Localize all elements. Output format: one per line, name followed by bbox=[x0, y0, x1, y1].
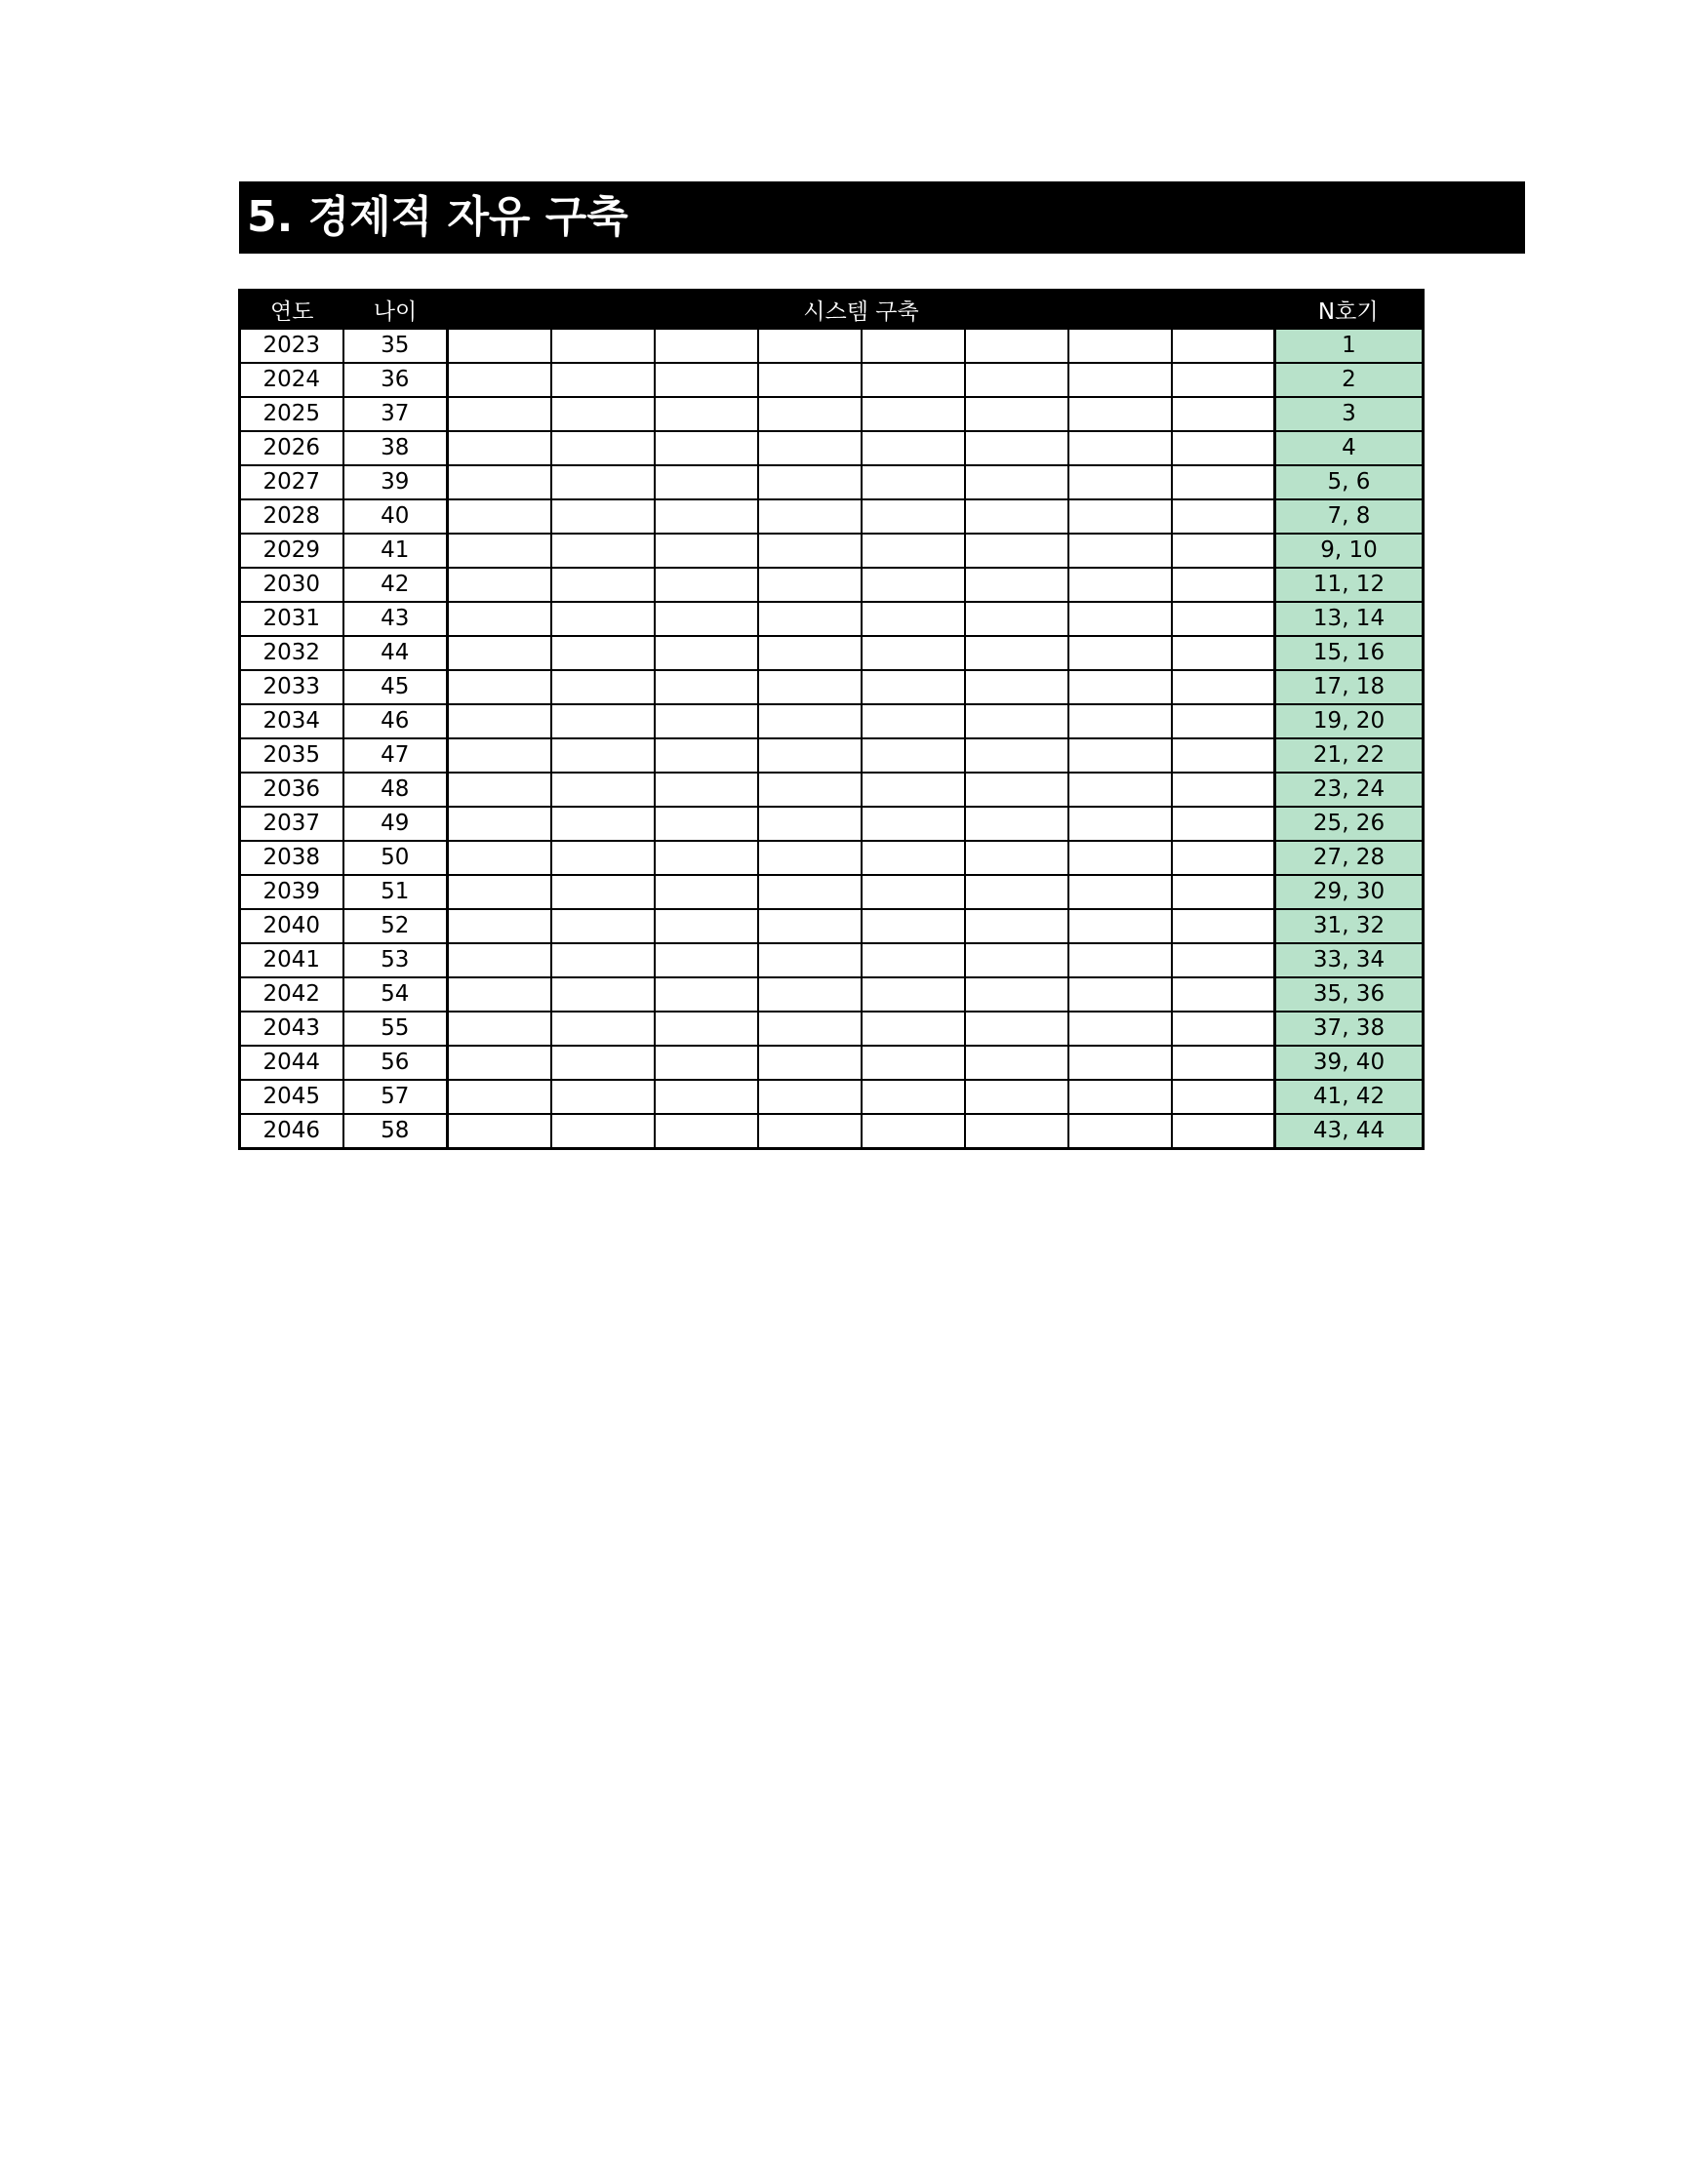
system-cell[interactable] bbox=[448, 943, 551, 977]
issue-cell[interactable]: 29, 30 bbox=[1275, 875, 1424, 909]
issue-cell[interactable]: 4 bbox=[1275, 431, 1424, 465]
system-cell[interactable] bbox=[448, 465, 551, 499]
table-row bbox=[240, 841, 1424, 875]
system-cell[interactable] bbox=[758, 875, 862, 909]
system-cell[interactable] bbox=[758, 977, 862, 1012]
system-cell[interactable] bbox=[551, 602, 655, 636]
system-cell[interactable] bbox=[862, 807, 965, 841]
issue-cell[interactable]: 25, 26 bbox=[1275, 807, 1424, 841]
system-cell[interactable] bbox=[551, 909, 655, 943]
year-cell[interactable]: 2023 bbox=[240, 329, 343, 363]
system-cell[interactable] bbox=[965, 1114, 1068, 1149]
system-cell[interactable] bbox=[758, 773, 862, 807]
system-cell[interactable] bbox=[965, 1080, 1068, 1114]
year-cell[interactable]: 2024 bbox=[240, 363, 343, 397]
system-cell[interactable] bbox=[1172, 602, 1275, 636]
header-issue: N호기 bbox=[1275, 291, 1424, 330]
system-cell[interactable] bbox=[448, 807, 551, 841]
system-cell[interactable] bbox=[655, 841, 758, 875]
year-cell[interactable]: 2037 bbox=[240, 807, 343, 841]
system-cell[interactable] bbox=[1172, 1080, 1275, 1114]
table-row bbox=[240, 499, 1424, 534]
age-cell[interactable]: 58 bbox=[343, 1114, 448, 1149]
system-cell[interactable] bbox=[758, 602, 862, 636]
system-cell[interactable] bbox=[655, 875, 758, 909]
system-cell[interactable] bbox=[448, 704, 551, 738]
system-cell[interactable] bbox=[862, 943, 965, 977]
system-cell[interactable] bbox=[758, 670, 862, 704]
system-cell[interactable] bbox=[551, 397, 655, 431]
year-cell[interactable]: 2038 bbox=[240, 841, 343, 875]
header-year: 연도 bbox=[240, 291, 343, 330]
system-cell[interactable] bbox=[758, 943, 862, 977]
year-cell[interactable]: 2044 bbox=[240, 1046, 343, 1080]
system-cell[interactable] bbox=[551, 1046, 655, 1080]
system-cell[interactable] bbox=[551, 943, 655, 977]
system-cell[interactable] bbox=[1172, 841, 1275, 875]
system-cell[interactable] bbox=[1068, 807, 1172, 841]
age-cell[interactable]: 55 bbox=[343, 1012, 448, 1046]
system-cell[interactable] bbox=[655, 807, 758, 841]
table-body bbox=[240, 329, 1424, 1149]
system-cell[interactable] bbox=[1068, 465, 1172, 499]
system-cell[interactable] bbox=[758, 704, 862, 738]
system-cell[interactable] bbox=[1068, 841, 1172, 875]
system-cell[interactable] bbox=[965, 943, 1068, 977]
table-row bbox=[240, 738, 1424, 773]
system-cell[interactable] bbox=[758, 534, 862, 568]
system-cell[interactable] bbox=[1068, 670, 1172, 704]
system-cell[interactable] bbox=[862, 977, 965, 1012]
system-cell[interactable] bbox=[1172, 363, 1275, 397]
system-cell[interactable] bbox=[655, 329, 758, 363]
year-cell[interactable]: 2043 bbox=[240, 1012, 343, 1046]
system-cell[interactable] bbox=[551, 807, 655, 841]
system-cell[interactable] bbox=[1172, 499, 1275, 534]
table-row bbox=[240, 465, 1424, 499]
header-row bbox=[240, 291, 1424, 330]
issue-cell[interactable]: 27, 28 bbox=[1275, 841, 1424, 875]
issue-cell[interactable]: 15, 16 bbox=[1275, 636, 1424, 670]
table-row bbox=[240, 397, 1424, 431]
system-cell[interactable] bbox=[448, 841, 551, 875]
system-cell[interactable] bbox=[862, 363, 965, 397]
system-cell[interactable] bbox=[758, 807, 862, 841]
system-cell[interactable] bbox=[862, 738, 965, 773]
system-cell[interactable] bbox=[551, 670, 655, 704]
year-cell[interactable]: 2027 bbox=[240, 465, 343, 499]
age-cell[interactable]: 49 bbox=[343, 807, 448, 841]
system-cell[interactable] bbox=[758, 909, 862, 943]
system-cell[interactable] bbox=[655, 1046, 758, 1080]
system-cell[interactable] bbox=[448, 568, 551, 602]
system-cell[interactable] bbox=[448, 738, 551, 773]
economic-freedom-table bbox=[238, 289, 1425, 1150]
year-cell[interactable]: 2036 bbox=[240, 773, 343, 807]
age-cell[interactable]: 36 bbox=[343, 363, 448, 397]
system-cell[interactable] bbox=[448, 431, 551, 465]
age-cell[interactable]: 48 bbox=[343, 773, 448, 807]
issue-cell[interactable]: 33, 34 bbox=[1275, 943, 1424, 977]
system-cell[interactable] bbox=[965, 397, 1068, 431]
year-cell[interactable]: 2039 bbox=[240, 875, 343, 909]
table-row bbox=[240, 773, 1424, 807]
system-cell[interactable] bbox=[1068, 329, 1172, 363]
system-cell[interactable] bbox=[551, 841, 655, 875]
table-row bbox=[240, 534, 1424, 568]
system-cell[interactable] bbox=[1172, 807, 1275, 841]
system-cell[interactable] bbox=[758, 568, 862, 602]
system-cell[interactable] bbox=[1068, 977, 1172, 1012]
issue-cell[interactable]: 23, 24 bbox=[1275, 773, 1424, 807]
year-cell[interactable]: 2040 bbox=[240, 909, 343, 943]
system-cell[interactable] bbox=[1068, 499, 1172, 534]
system-cell[interactable] bbox=[1068, 1012, 1172, 1046]
table-row bbox=[240, 807, 1424, 841]
system-cell[interactable] bbox=[448, 636, 551, 670]
system-cell[interactable] bbox=[551, 465, 655, 499]
year-cell[interactable]: 2030 bbox=[240, 568, 343, 602]
issue-cell[interactable]: 17, 18 bbox=[1275, 670, 1424, 704]
issue-cell[interactable]: 19, 20 bbox=[1275, 704, 1424, 738]
year-cell[interactable]: 2026 bbox=[240, 431, 343, 465]
issue-cell[interactable]: 11, 12 bbox=[1275, 568, 1424, 602]
system-cell[interactable] bbox=[655, 636, 758, 670]
page-title: 5. 경제적 자유 구축 bbox=[239, 181, 1525, 254]
age-cell[interactable]: 46 bbox=[343, 704, 448, 738]
system-cell[interactable] bbox=[448, 909, 551, 943]
system-cell[interactable] bbox=[551, 499, 655, 534]
table-row bbox=[240, 977, 1424, 1012]
system-cell[interactable] bbox=[965, 568, 1068, 602]
system-cell[interactable] bbox=[655, 773, 758, 807]
system-cell[interactable] bbox=[1068, 1046, 1172, 1080]
system-cell[interactable] bbox=[758, 841, 862, 875]
system-cell[interactable] bbox=[862, 465, 965, 499]
system-cell[interactable] bbox=[862, 397, 965, 431]
year-cell[interactable]: 2034 bbox=[240, 704, 343, 738]
system-cell[interactable] bbox=[551, 773, 655, 807]
issue-cell[interactable]: 31, 32 bbox=[1275, 909, 1424, 943]
year-cell[interactable]: 2025 bbox=[240, 397, 343, 431]
system-cell[interactable] bbox=[862, 1080, 965, 1114]
system-cell[interactable] bbox=[448, 1046, 551, 1080]
system-cell[interactable] bbox=[448, 670, 551, 704]
system-cell[interactable] bbox=[965, 363, 1068, 397]
system-cell[interactable] bbox=[655, 465, 758, 499]
system-cell[interactable] bbox=[862, 1046, 965, 1080]
system-cell[interactable] bbox=[965, 670, 1068, 704]
system-cell[interactable] bbox=[551, 568, 655, 602]
system-cell[interactable] bbox=[1068, 875, 1172, 909]
table-row bbox=[240, 431, 1424, 465]
table-row bbox=[240, 1114, 1424, 1149]
system-cell[interactable] bbox=[862, 1114, 965, 1149]
system-cell[interactable] bbox=[965, 807, 1068, 841]
table-row bbox=[240, 363, 1424, 397]
system-cell[interactable] bbox=[1172, 670, 1275, 704]
system-cell[interactable] bbox=[1068, 431, 1172, 465]
age-cell[interactable]: 38 bbox=[343, 431, 448, 465]
issue-cell[interactable]: 21, 22 bbox=[1275, 738, 1424, 773]
issue-cell[interactable]: 39, 40 bbox=[1275, 1046, 1424, 1080]
system-cell[interactable] bbox=[1172, 909, 1275, 943]
system-cell[interactable] bbox=[862, 909, 965, 943]
system-cell[interactable] bbox=[758, 738, 862, 773]
system-cell[interactable] bbox=[655, 397, 758, 431]
system-cell[interactable] bbox=[965, 773, 1068, 807]
table-row bbox=[240, 1012, 1424, 1046]
table-row bbox=[240, 704, 1424, 738]
system-cell[interactable] bbox=[758, 1114, 862, 1149]
system-cell[interactable] bbox=[448, 363, 551, 397]
system-cell[interactable] bbox=[862, 499, 965, 534]
system-cell[interactable] bbox=[448, 1080, 551, 1114]
system-cell[interactable] bbox=[1068, 602, 1172, 636]
system-cell[interactable] bbox=[655, 534, 758, 568]
system-cell[interactable] bbox=[965, 465, 1068, 499]
table-row bbox=[240, 568, 1424, 602]
issue-cell[interactable]: 5, 6 bbox=[1275, 465, 1424, 499]
year-cell[interactable]: 2032 bbox=[240, 636, 343, 670]
age-cell[interactable]: 56 bbox=[343, 1046, 448, 1080]
system-cell[interactable] bbox=[758, 363, 862, 397]
system-cell[interactable] bbox=[655, 1012, 758, 1046]
system-cell[interactable] bbox=[448, 499, 551, 534]
system-cell[interactable] bbox=[1068, 773, 1172, 807]
system-cell[interactable] bbox=[551, 1012, 655, 1046]
system-cell[interactable] bbox=[551, 1114, 655, 1149]
age-cell[interactable]: 40 bbox=[343, 499, 448, 534]
system-cell[interactable] bbox=[551, 636, 655, 670]
table-row bbox=[240, 602, 1424, 636]
system-cell[interactable] bbox=[655, 499, 758, 534]
header-system: 시스템 구축 bbox=[448, 291, 1275, 330]
age-cell[interactable]: 41 bbox=[343, 534, 448, 568]
system-cell[interactable] bbox=[1068, 704, 1172, 738]
system-cell[interactable] bbox=[551, 704, 655, 738]
system-cell[interactable] bbox=[965, 909, 1068, 943]
system-cell[interactable] bbox=[1172, 397, 1275, 431]
table-row bbox=[240, 875, 1424, 909]
system-cell[interactable] bbox=[1068, 636, 1172, 670]
year-cell[interactable]: 2035 bbox=[240, 738, 343, 773]
system-cell[interactable] bbox=[965, 534, 1068, 568]
system-cell[interactable] bbox=[862, 329, 965, 363]
system-cell[interactable] bbox=[551, 431, 655, 465]
system-cell[interactable] bbox=[1068, 1080, 1172, 1114]
table-row bbox=[240, 943, 1424, 977]
system-cell[interactable] bbox=[862, 773, 965, 807]
year-cell[interactable]: 2041 bbox=[240, 943, 343, 977]
issue-cell[interactable]: 2 bbox=[1275, 363, 1424, 397]
system-cell[interactable] bbox=[655, 568, 758, 602]
system-cell[interactable] bbox=[1068, 568, 1172, 602]
system-cell[interactable] bbox=[758, 1080, 862, 1114]
system-cell[interactable] bbox=[1172, 431, 1275, 465]
system-cell[interactable] bbox=[1068, 363, 1172, 397]
system-cell[interactable] bbox=[551, 1080, 655, 1114]
system-cell[interactable] bbox=[551, 977, 655, 1012]
issue-cell[interactable]: 43, 44 bbox=[1275, 1114, 1424, 1149]
system-cell[interactable] bbox=[448, 602, 551, 636]
issue-cell[interactable]: 35, 36 bbox=[1275, 977, 1424, 1012]
system-cell[interactable] bbox=[1068, 943, 1172, 977]
system-cell[interactable] bbox=[655, 909, 758, 943]
system-cell[interactable] bbox=[1172, 568, 1275, 602]
system-cell[interactable] bbox=[1172, 1114, 1275, 1149]
system-cell[interactable] bbox=[448, 773, 551, 807]
system-cell[interactable] bbox=[655, 670, 758, 704]
system-cell[interactable] bbox=[965, 431, 1068, 465]
system-cell[interactable] bbox=[965, 875, 1068, 909]
system-cell[interactable] bbox=[965, 636, 1068, 670]
issue-cell[interactable]: 13, 14 bbox=[1275, 602, 1424, 636]
table-row bbox=[240, 329, 1424, 363]
age-cell[interactable]: 50 bbox=[343, 841, 448, 875]
year-cell[interactable]: 2029 bbox=[240, 534, 343, 568]
system-cell[interactable] bbox=[758, 329, 862, 363]
system-cell[interactable] bbox=[551, 875, 655, 909]
issue-cell[interactable]: 41, 42 bbox=[1275, 1080, 1424, 1114]
system-cell[interactable] bbox=[965, 1012, 1068, 1046]
system-cell[interactable] bbox=[448, 534, 551, 568]
age-cell[interactable]: 54 bbox=[343, 977, 448, 1012]
year-cell[interactable]: 2042 bbox=[240, 977, 343, 1012]
system-cell[interactable] bbox=[1172, 534, 1275, 568]
system-cell[interactable] bbox=[758, 397, 862, 431]
system-cell[interactable] bbox=[1068, 397, 1172, 431]
table-row bbox=[240, 1046, 1424, 1080]
system-cell[interactable] bbox=[758, 499, 862, 534]
system-cell[interactable] bbox=[448, 329, 551, 363]
system-cell[interactable] bbox=[655, 738, 758, 773]
system-cell[interactable] bbox=[862, 841, 965, 875]
system-cell[interactable] bbox=[1172, 465, 1275, 499]
system-cell[interactable] bbox=[862, 1012, 965, 1046]
system-cell[interactable] bbox=[448, 875, 551, 909]
system-cell[interactable] bbox=[862, 534, 965, 568]
year-cell[interactable]: 2033 bbox=[240, 670, 343, 704]
age-cell[interactable]: 53 bbox=[343, 943, 448, 977]
system-cell[interactable] bbox=[655, 602, 758, 636]
system-cell[interactable] bbox=[1172, 1046, 1275, 1080]
age-cell[interactable]: 37 bbox=[343, 397, 448, 431]
system-cell[interactable] bbox=[1068, 738, 1172, 773]
issue-cell[interactable]: 37, 38 bbox=[1275, 1012, 1424, 1046]
system-cell[interactable] bbox=[655, 1114, 758, 1149]
system-cell[interactable] bbox=[551, 534, 655, 568]
system-cell[interactable] bbox=[965, 1046, 1068, 1080]
system-cell[interactable] bbox=[862, 704, 965, 738]
system-cell[interactable] bbox=[1172, 1012, 1275, 1046]
system-cell[interactable] bbox=[655, 1080, 758, 1114]
system-cell[interactable] bbox=[862, 568, 965, 602]
system-cell[interactable] bbox=[965, 329, 1068, 363]
system-cell[interactable] bbox=[965, 499, 1068, 534]
age-cell[interactable]: 39 bbox=[343, 465, 448, 499]
system-cell[interactable] bbox=[551, 363, 655, 397]
system-cell[interactable] bbox=[862, 670, 965, 704]
system-cell[interactable] bbox=[965, 738, 1068, 773]
system-cell[interactable] bbox=[758, 1046, 862, 1080]
system-cell[interactable] bbox=[1172, 773, 1275, 807]
year-cell[interactable]: 2046 bbox=[240, 1114, 343, 1149]
age-cell[interactable]: 51 bbox=[343, 875, 448, 909]
year-cell[interactable]: 2031 bbox=[240, 602, 343, 636]
system-cell[interactable] bbox=[862, 602, 965, 636]
age-cell[interactable]: 43 bbox=[343, 602, 448, 636]
system-cell[interactable] bbox=[758, 465, 862, 499]
system-cell[interactable] bbox=[1172, 875, 1275, 909]
system-cell[interactable] bbox=[1068, 909, 1172, 943]
system-cell[interactable] bbox=[862, 636, 965, 670]
system-cell[interactable] bbox=[862, 875, 965, 909]
system-cell[interactable] bbox=[655, 704, 758, 738]
system-cell[interactable] bbox=[1172, 636, 1275, 670]
age-cell[interactable]: 44 bbox=[343, 636, 448, 670]
system-cell[interactable] bbox=[551, 738, 655, 773]
system-cell[interactable] bbox=[655, 431, 758, 465]
system-cell[interactable] bbox=[655, 977, 758, 1012]
system-cell[interactable] bbox=[448, 397, 551, 431]
system-cell[interactable] bbox=[1172, 329, 1275, 363]
system-cell[interactable] bbox=[1068, 534, 1172, 568]
issue-cell[interactable]: 3 bbox=[1275, 397, 1424, 431]
system-cell[interactable] bbox=[448, 1114, 551, 1149]
system-cell[interactable] bbox=[965, 704, 1068, 738]
system-cell[interactable] bbox=[1172, 704, 1275, 738]
system-cell[interactable] bbox=[655, 943, 758, 977]
system-cell[interactable] bbox=[965, 977, 1068, 1012]
system-cell[interactable] bbox=[1068, 1114, 1172, 1149]
year-cell[interactable]: 2045 bbox=[240, 1080, 343, 1114]
header-age: 나이 bbox=[343, 291, 448, 330]
table-row bbox=[240, 909, 1424, 943]
table-row bbox=[240, 670, 1424, 704]
system-cell[interactable] bbox=[448, 977, 551, 1012]
age-cell[interactable]: 42 bbox=[343, 568, 448, 602]
age-cell[interactable]: 57 bbox=[343, 1080, 448, 1114]
system-cell[interactable] bbox=[965, 602, 1068, 636]
issue-cell[interactable]: 9, 10 bbox=[1275, 534, 1424, 568]
system-cell[interactable] bbox=[655, 363, 758, 397]
age-cell[interactable]: 52 bbox=[343, 909, 448, 943]
system-cell[interactable] bbox=[1172, 977, 1275, 1012]
system-cell[interactable] bbox=[758, 1012, 862, 1046]
issue-cell[interactable]: 1 bbox=[1275, 329, 1424, 363]
system-cell[interactable] bbox=[551, 329, 655, 363]
age-cell[interactable]: 35 bbox=[343, 329, 448, 363]
system-cell[interactable] bbox=[1172, 943, 1275, 977]
year-cell[interactable]: 2028 bbox=[240, 499, 343, 534]
age-cell[interactable]: 47 bbox=[343, 738, 448, 773]
system-cell[interactable] bbox=[1172, 738, 1275, 773]
system-cell[interactable] bbox=[758, 431, 862, 465]
system-cell[interactable] bbox=[965, 841, 1068, 875]
issue-cell[interactable]: 7, 8 bbox=[1275, 499, 1424, 534]
table-row bbox=[240, 1080, 1424, 1114]
system-cell[interactable] bbox=[448, 1012, 551, 1046]
age-cell[interactable]: 45 bbox=[343, 670, 448, 704]
system-cell[interactable] bbox=[862, 431, 965, 465]
system-cell[interactable] bbox=[758, 636, 862, 670]
table-row bbox=[240, 636, 1424, 670]
